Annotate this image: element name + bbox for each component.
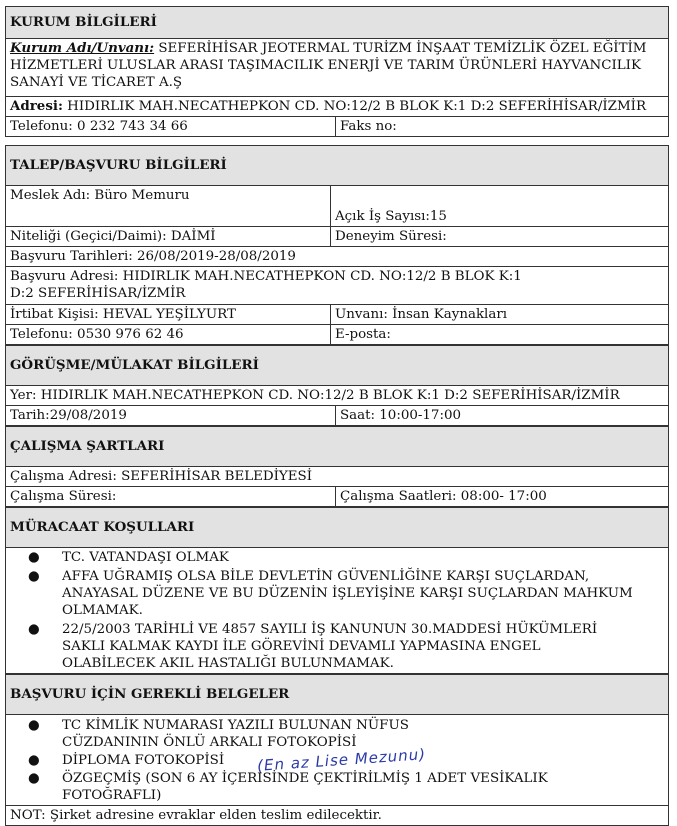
muracaat-item-3: 22/5/2003 TARİHLİ VE 4857 SAYILI İŞ KANUNUN 30.MADDESİ HÜKÜMLERİ SAKLI KALMAK KAYDI İLE GÖREVİNİ DEVAMLI YAPMASINA ENGEL OLABİLECEK AKIL HASTALIĞI BULUNMAMAK. (62, 622, 598, 671)
calisma-suresi: Çalışma Süresi: (6, 487, 336, 507)
application-form (5, 0, 668, 823)
gorusme-table (5, 345, 669, 426)
kurum-adres-value: HIDIRLIK MAH.NECATHEPKON CD. NO:12/2 B BLOK K:1 D:2 SEFERİHİSAR/İZMİR (62, 99, 647, 114)
irtibat-kisisi: İrtibat Kişisi: HEVAL YEŞİLYURT (6, 305, 331, 325)
kurum-adi (6, 39, 669, 97)
niteligi: Niteliği (Geçici/Daimi): DAİMİ (6, 227, 331, 247)
muracaat-list (10, 549, 638, 672)
meslek-adi: Meslek Adı: Büro Memuru (6, 186, 331, 227)
irtibat-telefonu: Telefonu: 0530 976 62 46 (6, 325, 331, 345)
kurum-adres-label: Adresi: (10, 98, 63, 114)
muracaat-table (5, 507, 669, 674)
kurum-table (5, 6, 669, 137)
e-posta: E-posta: (331, 325, 669, 345)
kurum-faks: Faks no: (336, 117, 669, 137)
basvuru-adresi: Başvuru Adresi: HIDIRLIK MAH.NECATHEPKON CD. NO:12/2 B BLOK K:1 D:2 SEFERİHİSAR/İZMİR (6, 267, 669, 305)
muracaat-header: MÜRACAAT KOŞULLARI (6, 508, 669, 548)
kurum-adres (6, 97, 669, 117)
not-satiri: NOT: Şirket adresine evraklar elden teslim edilecektir. (6, 806, 669, 826)
basvuru-tarihleri: Başvuru Tarihleri: 26/08/2019-28/08/2019 (6, 247, 669, 267)
list-item (28, 770, 638, 804)
belgeler-table (5, 674, 669, 826)
kurum-adi-label: Kurum Adı/Unvanı: (10, 40, 155, 56)
talep-header: TALEP/BAŞVURU BİLGİLERİ (6, 146, 669, 186)
calisma-saatleri: Çalışma Saatleri: 08:00- 17:00 (336, 487, 669, 507)
gorusme-yer: Yer: HIDIRLIK MAH.NECATHEPKON CD. NO:12/2 B BLOK K:1 D:2 SEFERİHİSAR/İZMİR (6, 386, 669, 406)
belge-item-2: DİPLOMA FOTOKOPİSİ (62, 753, 225, 768)
gorusme-tarih: Tarih:29/08/2019 (6, 406, 336, 426)
calisma-adresi: Çalışma Adresi: SEFERİHİSAR BELEDİYESİ (6, 467, 669, 487)
bullet-icon: ● (28, 622, 40, 637)
kurum-telefon: Telefonu: 0 232 743 34 66 (6, 117, 336, 137)
bullet-icon: ● (28, 718, 40, 733)
belge-item-1: TC KİMLİK NUMARASI YAZILI BULUNAN NÜFUS CÜZDANININ ÖNLÜ ARKALI FOTOKOPİSİ (62, 718, 409, 750)
talep-table (5, 145, 669, 345)
muracaat-item-2: AFFA UĞRAMIŞ OLSA BİLE DEVLETİN GÜVENLİĞİNE KARŞI SUÇLARDAN, ANAYASAL DÜZENE VE BU DÜZENİN İŞLEYİŞİNE KARŞI SUÇLARDAN MAHKUM OLMAMAK. (62, 569, 633, 618)
muracaat-list-cell (6, 548, 669, 674)
belge-item-3: ÖZGEÇMİŞ (SON 6 AY İÇERİSİNDE ÇEKTİRİLMİŞ 1 ADET VESİKALIK FOTOĞRAFLI) (62, 771, 548, 803)
belgeler-header: BAŞVURU İÇİN GEREKLİ BELGELER (6, 675, 669, 715)
gorusme-saat: Saat: 10:00-17:00 (336, 406, 669, 426)
handwritten-note: (En az Lise Mezunu) (256, 745, 427, 775)
bullet-icon: ● (28, 771, 40, 786)
calisma-table (5, 426, 669, 507)
list-item (28, 568, 638, 619)
list-item (28, 621, 638, 672)
muracaat-item-1: TC. VATANDAŞI OLMAK (62, 550, 229, 565)
bullet-icon: ● (28, 550, 40, 565)
kurum-header: KURUM BİLGİLERİ (6, 7, 669, 39)
list-item (28, 717, 638, 751)
calisma-header: ÇALIŞMA ŞARTLARI (6, 427, 669, 467)
gorusme-header: GÖRÜŞME/MÜLAKAT BİLGİLERİ (6, 346, 669, 386)
kurum-adi-value: SEFERİHİSAR JEOTERMAL TURİZM İNŞAAT TEMİZLİK ÖZEL EĞİTİM HİZMETLERİ ULUSLAR ARASI TAŞIMACILIK ENERJİ VE TARIM ÜRÜNLERİ HAYVANCILIK SANAYİ VE TİCARET A.Ş (10, 41, 647, 90)
acik-is-sayisi: Açık İş Sayısı:15 (331, 186, 669, 227)
bullet-icon: ● (28, 569, 40, 584)
bullet-icon: ● (28, 753, 40, 768)
unvani: Unvanı: İnsan Kaynakları (331, 305, 669, 325)
list-item (28, 549, 638, 566)
deneyim-suresi: Deneyim Süresi: (331, 227, 669, 247)
